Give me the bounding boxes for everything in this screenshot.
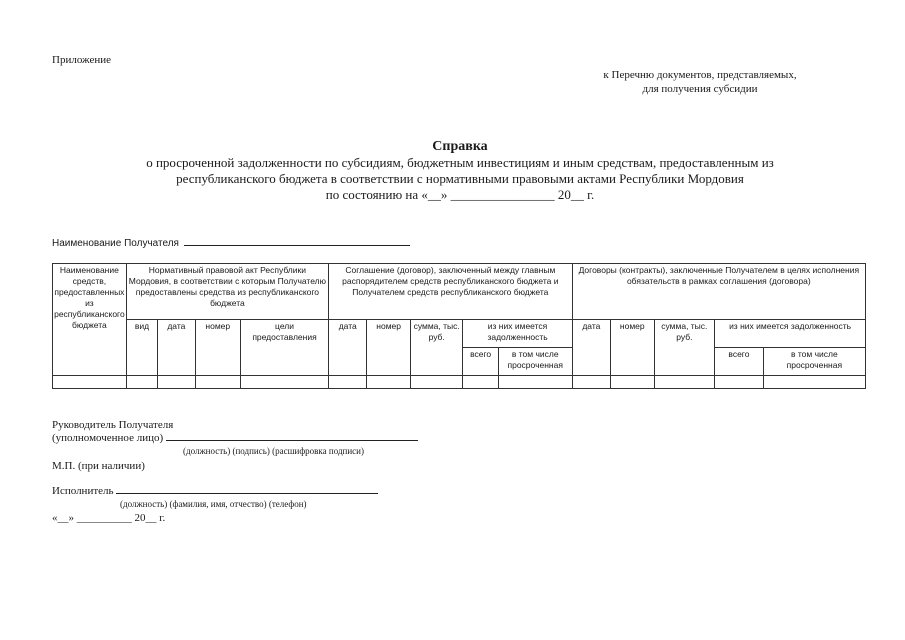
header-act-number: номер <box>195 320 240 376</box>
table-cell[interactable] <box>763 376 865 389</box>
title-line-1: о просроченной задолженности по субсидиям, бюджетным инвестициям и иным средствам, предоставленным из <box>146 155 774 170</box>
header-contracts: Договоры (контракты), заключенные Получателем в целях исполнения обязательств в рамках соглашения (договора) <box>572 264 865 320</box>
executor-field[interactable] <box>116 493 378 494</box>
head-signature-field[interactable] <box>166 440 418 441</box>
table-cell[interactable] <box>463 376 498 389</box>
table-cell[interactable] <box>410 376 463 389</box>
header-act-date: дата <box>158 320 195 376</box>
document-title-block <box>60 138 860 203</box>
header-agreement-debt: из них имеется задолженность <box>463 320 572 348</box>
table-cell[interactable] <box>498 376 572 389</box>
recipient-row <box>52 238 410 249</box>
reference-line-1: к Перечню документов, представляемых, <box>603 69 797 81</box>
table-cell[interactable] <box>195 376 240 389</box>
header-agreement-debt-overdue: в том числе просроченная <box>498 348 572 376</box>
date-line: «__» __________ 20__ г. <box>52 512 166 524</box>
table-cell[interactable] <box>329 376 367 389</box>
head-signature-caption: (должность) (подпись) (расшифровка подписи) <box>183 446 364 456</box>
head-label-line-2 <box>52 432 418 445</box>
header-agreement-date: дата <box>329 320 367 376</box>
header-normative-act: Нормативный правовой акт Республики Мордовия, в соответствии с которым Получателю предоставлены средства из республиканского бюджета <box>126 264 328 320</box>
title-line-2: республиканского бюджета в соответствии с нормативными правовыми актами Республики Мордовия <box>176 171 744 186</box>
table-row <box>53 376 866 389</box>
appendix-reference <box>560 68 840 96</box>
table-cell[interactable] <box>241 376 329 389</box>
header-contract-debt: из них имеется задолженность <box>715 320 866 348</box>
table-cell[interactable] <box>126 376 157 389</box>
header-contract-debt-overdue: в том числе просроченная <box>763 348 865 376</box>
table-cell[interactable] <box>654 376 715 389</box>
table-cell[interactable] <box>53 376 127 389</box>
reference-line-2: для получения субсидии <box>642 83 758 95</box>
head-label-line-1: Руководитель Получателя <box>52 419 174 431</box>
header-agreement-debt-total: всего <box>463 348 498 376</box>
executor-label: Исполнитель <box>52 485 114 497</box>
table-cell[interactable] <box>572 376 610 389</box>
header-contract-sum: сумма, тыс. руб. <box>654 320 715 376</box>
header-contract-debt-total: всего <box>715 348 764 376</box>
header-contract-number: номер <box>611 320 654 376</box>
table-cell[interactable] <box>715 376 764 389</box>
executor-row <box>52 485 378 498</box>
executor-caption: (должность) (фамилия, имя, отчество) (телефон) <box>120 499 307 509</box>
header-funds-name: Наименование средств, предоставленных из республиканского бюджета <box>53 264 127 376</box>
table-cell[interactable] <box>367 376 410 389</box>
document-title: Справка <box>432 139 488 154</box>
table-cell[interactable] <box>611 376 654 389</box>
header-act-purpose: цели предоставления <box>241 320 329 376</box>
appendix-label: Приложение <box>52 54 112 66</box>
header-contract-date: дата <box>572 320 610 376</box>
table-cell[interactable] <box>158 376 195 389</box>
header-agreement-number: номер <box>367 320 410 376</box>
recipient-label: Наименование Получателя <box>52 238 179 249</box>
header-agreement: Соглашение (договор), заключенный между главным распорядителем средств республиканского бюджета и Получателем средств республиканского бюджета <box>329 264 573 320</box>
stamp-label: М.П. (при наличии) <box>52 460 145 472</box>
title-date-line: по состоянию на «__» ________________ 20__ г. <box>325 187 595 202</box>
header-agreement-sum: сумма, тыс. руб. <box>410 320 463 376</box>
header-act-type: вид <box>126 320 157 376</box>
recipient-field[interactable] <box>184 245 410 246</box>
head-label-text: (уполномоченное лицо) <box>52 432 164 444</box>
debt-table <box>52 263 866 389</box>
